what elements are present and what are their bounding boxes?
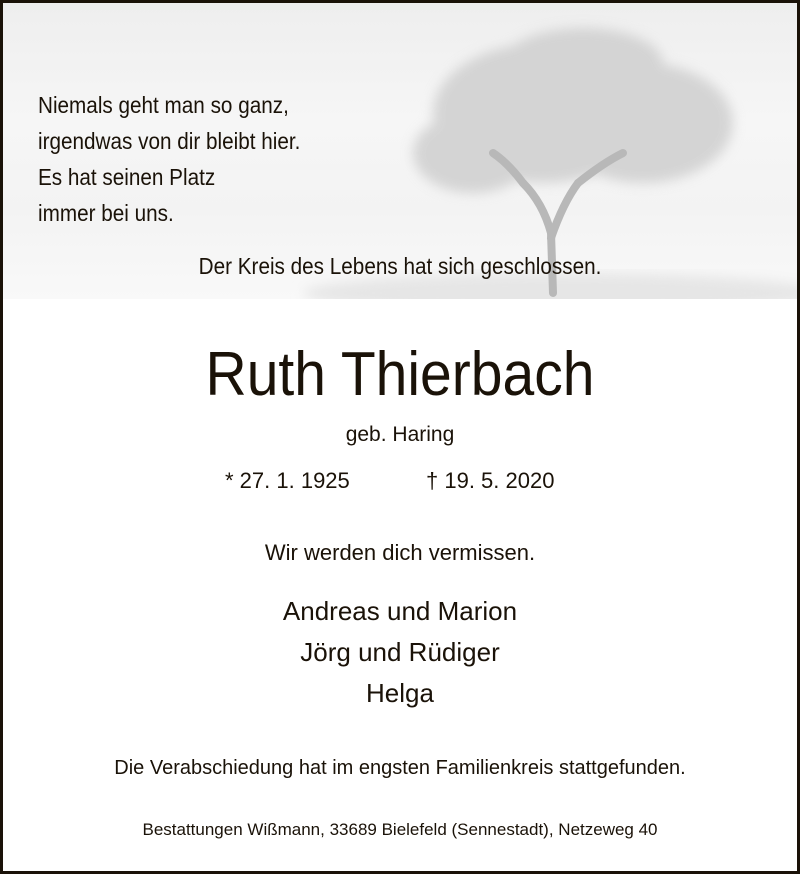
farewell-message: Wir werden dich vermissen. [264, 540, 536, 565]
undertaker-address: Bestattungen Wißmann, 33689 Bielefeld (Sennestadt), Netzeweg 40 [142, 820, 658, 839]
poem [38, 87, 300, 231]
motto: Der Kreis des Lebens hat sich geschlossen. [198, 253, 602, 279]
mourner: Helga [366, 678, 434, 708]
maiden-name: geb. Haring [345, 423, 455, 446]
mourner: Andreas und Marion [282, 596, 518, 626]
mourner: Jörg und Rüdiger [300, 637, 500, 667]
poem-line: Es hat seinen Platz [38, 164, 216, 190]
poem-line: Niemals geht man so ganz, [38, 92, 289, 118]
birth-date: * 27. 1. 1925 [225, 468, 350, 493]
funeral-notice: Die Verabschiedung hat im engsten Familienkreis stattgefunden. [114, 757, 686, 779]
poem-line: immer bei uns. [38, 200, 174, 226]
deceased-name: Ruth Thierbach [205, 340, 595, 409]
death-date: † 19. 5. 2020 [426, 468, 555, 493]
poem-line: irgendwas von dir bleibt hier. [38, 128, 301, 154]
